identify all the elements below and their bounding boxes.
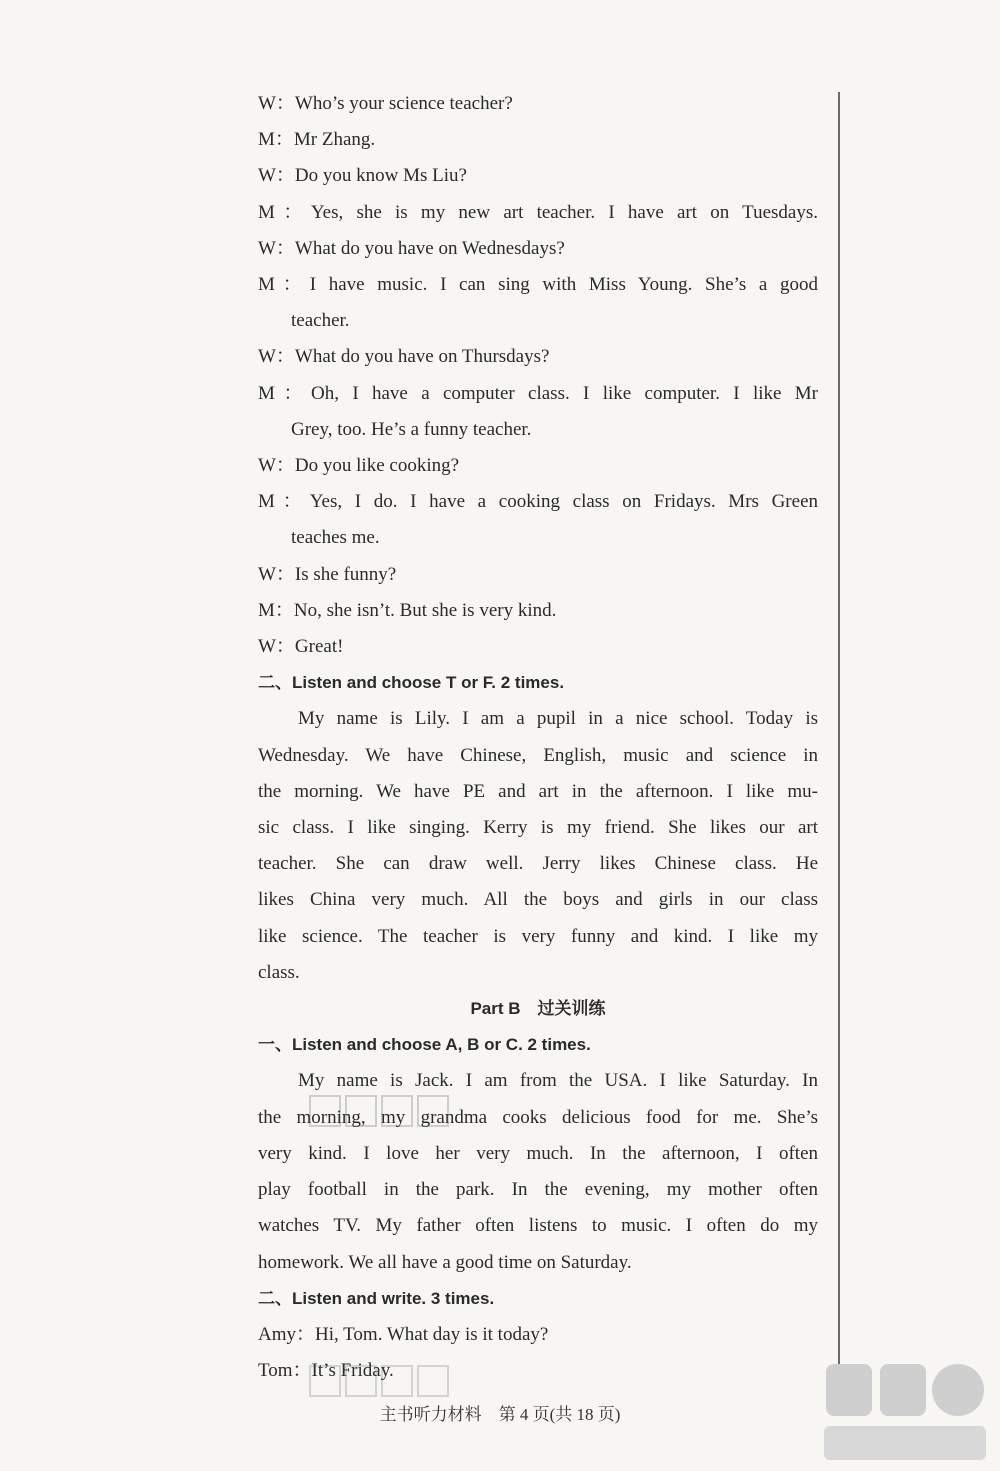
watermark-stamp [306,1090,456,1132]
dialogue-line: Grey, too. He’s a funny teacher. [291,418,532,440]
section-heading: 二、Listen and choose T or F. 2 times. [258,673,565,693]
passage-line: sic class. I like singing. Kerry is my friend. She likes our art [258,817,818,839]
passage-line: My name is Lily. I am a pupil in a nice school. Today is [298,708,818,730]
dialogue-line: W：What do you have on Wednesdays? [258,237,565,259]
part-title: Part B 过关训练 [470,999,606,1019]
dialogue-line: W：Great! [258,636,344,658]
passage-line: the morning. We have PE and art in the afternoon. I like mu- [258,780,818,802]
passage-line: play football in the park. In the evening, my mother often [258,1179,818,1201]
dialogue-line: M：Yes, she is my new art teacher. I have art on Tuesdays. [258,201,818,223]
dialogue-line: teaches me. [291,527,380,549]
passage-line: the morning, my grandma cooks delicious food for me. She’s [258,1106,818,1128]
dialogue-line: Tom：It’s Friday. [258,1360,394,1382]
page-footer: 主书听力材料 第 4 页(共 18 页) [379,1405,621,1424]
dialogue-line: W：Who’s your science teacher? [258,93,513,114]
section-heading: 一、Listen and choose A, B or C. 2 times. [258,1035,591,1055]
passage-line: watches TV. My father often listens to music. I often do my [258,1215,818,1237]
watermark-stamp [306,1360,456,1402]
dialogue-line: W：Do you know Ms Liu? [258,165,467,187]
dialogue-line: M：Mr Zhang. [258,129,376,151]
dialogue-line: M：Oh, I have a computer class. I like computer. I like Mr [258,382,818,404]
page-content [258,86,818,1389]
passage-line: teacher. She can draw well. Jerry likes Chinese class. He [258,853,818,875]
right-margin-rule [838,92,840,1392]
dialogue-line: M：No, she isn’t. But she is very kind. [258,599,557,621]
passage-line: homework. We all have a good time on Saturday. [258,1251,632,1273]
site-logo [820,1360,990,1465]
dialogue-line: M：I have music. I can sing with Miss Young. She’s a good [258,274,818,296]
dialogue-line: M：Yes, I do. I have a cooking class on Fridays. Mrs Green [258,491,818,513]
dialogue-line: teacher. [291,310,350,332]
passage-line: Wednesday. We have Chinese, English, music and science in [258,744,818,766]
dialogue-line: Amy：Hi, Tom. What day is it today? [258,1323,549,1345]
dialogue-line: W：What do you have on Thursdays? [258,346,550,368]
passage-line: class. [258,961,300,983]
passage-line: like science. The teacher is very funny and kind. I like my [258,925,818,947]
dialogue-line: W：Do you like cooking? [258,455,460,477]
dialogue-line: W：Is she funny? [258,563,397,585]
section-heading: 二、Listen and write. 3 times. [258,1288,495,1308]
passage-line: likes China very much. All the boys and girls in our class [258,889,818,911]
passage-line: My name is Jack. I am from the USA. I like Saturday. In [298,1070,818,1092]
passage-line: very kind. I love her very much. In the afternoon, I often [258,1142,818,1164]
